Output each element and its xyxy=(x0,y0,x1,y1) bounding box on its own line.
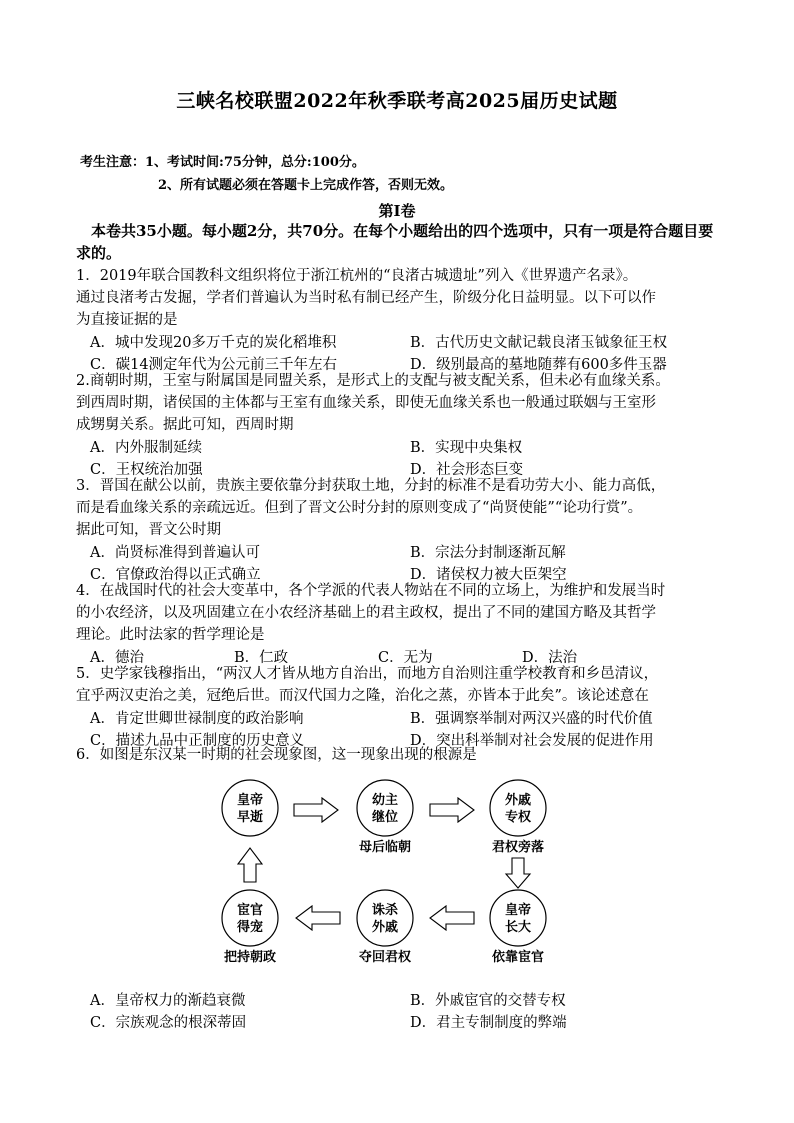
q6-option-a: A．皇帝权力的渐趋衰微 xyxy=(90,993,246,1009)
q2-option-c: C．王权统治加强 xyxy=(90,462,203,478)
node-3-line-1: 外戚 xyxy=(504,793,532,808)
q4-stem-line-2: 的小农经济，以及巩固建立在小农经济基础上的君主政权，提出了不同的建国方略及其哲学 xyxy=(76,605,656,621)
node-4-caption: 依靠宦官 xyxy=(491,950,545,965)
node-4-line-1: 皇帝 xyxy=(504,903,532,918)
node-5-caption: 夺回君权 xyxy=(358,950,412,965)
section-intro: 本卷共35小题。每小题2分，共70分。在每个小题给出的四个选项中，只有一项是符合题目要求的。 xyxy=(76,222,714,262)
q1-stem-line-2: 通过良渚考古发掘，学者们普遍认为当时私有制已经产生，阶级分化日益明显。以下可以作 xyxy=(76,290,656,306)
q3-option-a: A．尚贤标准得到普遍认可 xyxy=(90,545,260,561)
q5-option-d: D．突出科举制对社会发展的促进作用 xyxy=(410,733,654,749)
node-young-ruler xyxy=(357,780,413,855)
q4-option-b: B．仁政 xyxy=(234,650,289,666)
node-4-line-2: 长大 xyxy=(504,920,532,935)
q5-option-c: C．描述九品中正制度的历史意义 xyxy=(90,733,305,749)
q3-stem-line-1: 3．晋国在献公以前，贵族主要依靠分封获取土地，分封的标准不是看功劳大小、能力高低， xyxy=(76,478,666,494)
q5-stem-line-1: 5．史学家钱穆指出，“两汉人才皆从地方自治出，而地方自治则注重学校教育和乡邑清议， xyxy=(76,666,659,682)
node-kill-consort-clan xyxy=(357,890,413,965)
node-6-caption: 把持朝政 xyxy=(223,950,277,965)
q6-option-c: C．宗族观念的根深蒂固 xyxy=(90,1015,247,1031)
q2-option-b: B．实现中央集权 xyxy=(410,440,523,456)
node-6-line-1: 宦官 xyxy=(236,903,264,918)
cycle-diagram xyxy=(210,778,580,978)
arrow-up xyxy=(238,848,262,882)
q6-stem-line-1: 6．如图是东汉某一时期的社会现象图，这一现象出现的根源是 xyxy=(76,747,477,763)
q4-option-c: C．无为 xyxy=(378,650,433,666)
q4-stem-line-1: 4．在战国时代的社会大变革中，各个学派的代表人物站在不同的立场上，为维护和发展当时 xyxy=(76,583,666,599)
q2-stem-line-1: 2.商朝时期，王室与附属国是同盟关系，是形式上的支配与被支配关系，但未必有血缘关系。 xyxy=(76,373,670,389)
section-title: 第Ⅰ卷 xyxy=(378,202,416,220)
q2-stem-line-3: 成甥舅关系。据此可知，西周时期 xyxy=(76,417,294,433)
q4-option-d: D．法治 xyxy=(522,650,578,666)
q1-option-a: A．城中发现20多万千克的炭化稻堆积 xyxy=(90,335,337,351)
node-consort-clan-power xyxy=(490,780,546,855)
node-2-line-2: 继位 xyxy=(371,810,399,825)
q2-option-d: D．社会形态巨变 xyxy=(410,462,524,478)
arrow-left-2 xyxy=(296,906,340,930)
q3-option-d: D．诸侯权力被大臣架空 xyxy=(410,567,567,583)
node-emperor-early-death xyxy=(222,780,278,836)
q4-stem-line-3: 理论。此时法家的哲学理论是 xyxy=(76,627,265,643)
q3-option-c: C．官僚政治得以正式确立 xyxy=(90,567,261,583)
node-5-line-1: 诛杀 xyxy=(371,903,399,918)
q4-option-a: A．德治 xyxy=(90,650,144,666)
q3-option-b: B．宗法分封制逐渐瓦解 xyxy=(410,545,566,561)
q6-option-d: D．君主专制制度的弊端 xyxy=(410,1015,567,1031)
arrow-left-1 xyxy=(430,906,474,930)
node-eunuchs-favored xyxy=(222,890,278,965)
q5-option-a: A．肯定世卿世禄制度的政治影响 xyxy=(90,711,304,727)
q1-option-d: D．级别最高的墓地随葬有600多件玉器 xyxy=(410,357,667,373)
q1-stem-line-1: 1．2019年联合国教科文组织将位于浙江杭州的“良渚古城遗址”列入《世界遗产名录》。 xyxy=(76,268,638,284)
q3-stem-line-3: 据此可知，晋文公时期 xyxy=(76,522,221,538)
q1-option-c: C．碳14测定年代为公元前三千年左右 xyxy=(90,357,338,373)
node-1-line-2: 早逝 xyxy=(236,810,264,825)
node-6-line-2: 得宠 xyxy=(236,920,264,935)
q1-stem-line-3: 为直接证据的是 xyxy=(76,312,178,328)
q1-option-b: B．古代历史文献记载良渚玉钺象征王权 xyxy=(410,335,668,351)
node-2-line-1: 幼主 xyxy=(371,793,399,808)
q2-stem-line-2: 到西周时期，诸侯国的主体都与王室有血缘关系，即使无血缘关系也一般通过联姻与王室形 xyxy=(76,395,656,411)
arrow-right-1 xyxy=(294,798,338,822)
notice-line-2: 2、所有试题必须在答题卡上完成作答，否则无效。 xyxy=(158,178,454,193)
notice-line-1: 考生注意：1、考试时间:75分钟，总分:100分。 xyxy=(80,155,365,170)
q5-option-b: B．强调察举制对两汉兴盛的时代价值 xyxy=(410,711,653,727)
node-emperor-grown xyxy=(490,890,546,965)
node-5-line-2: 外戚 xyxy=(371,920,399,935)
exam-title: 三峡名校联盟2022年秋季联考高2025届历史试题 xyxy=(176,90,618,112)
q3-stem-line-2: 而是看血缘关系的亲疏远近。但到了晋文公时分封的原则变成了“尚贤使能”“论功行赏”。 xyxy=(76,500,643,516)
arrow-down xyxy=(506,858,530,888)
q2-option-a: A．内外服制延续 xyxy=(90,440,202,456)
node-1-line-1: 皇帝 xyxy=(236,793,264,808)
q6-option-b: B．外戚宦官的交替专权 xyxy=(410,993,566,1009)
node-3-caption: 君权旁落 xyxy=(491,840,545,855)
arrow-right-2 xyxy=(430,798,474,822)
q5-stem-line-2: 宜乎两汉吏治之美，冠绝后世。而汉代国力之隆，治化之蒸，亦皆本于此矣”。该论述意在 xyxy=(76,688,649,704)
node-2-caption: 母后临朝 xyxy=(358,840,412,855)
node-3-line-2: 专权 xyxy=(504,810,532,825)
